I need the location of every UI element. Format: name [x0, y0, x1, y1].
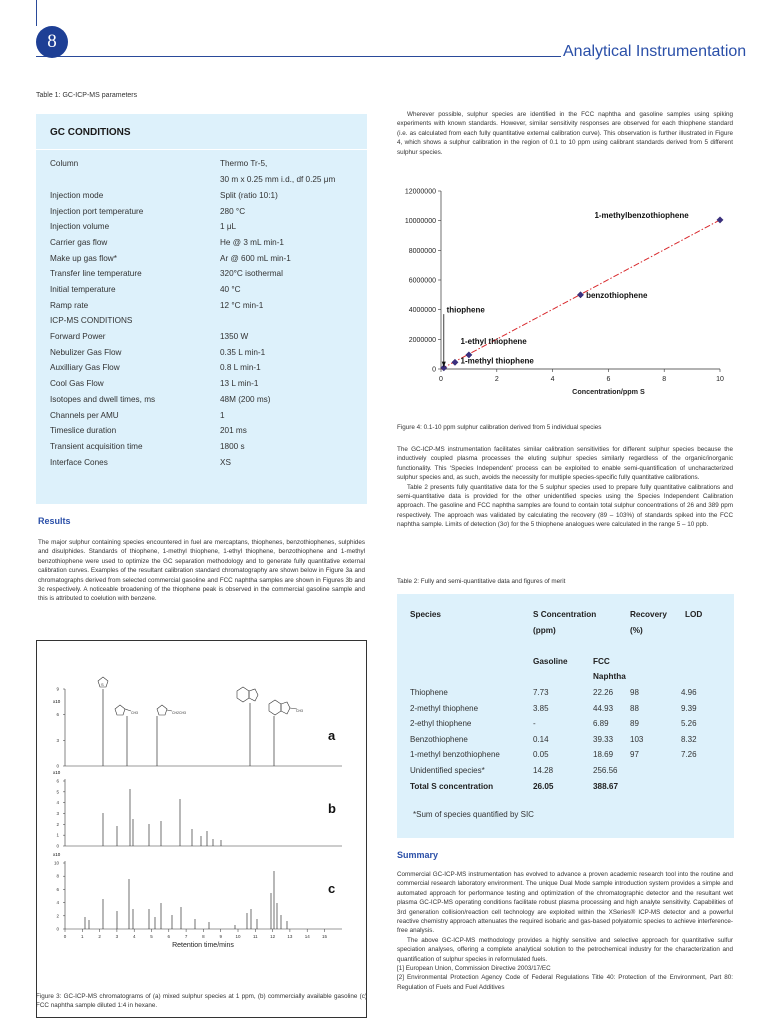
gc-row-label: Transfer line temperature: [50, 269, 142, 278]
f4-ytick-label: 0: [432, 366, 436, 374]
ytick-label: 3: [56, 737, 59, 743]
f4-xlabel: Concentration/ppm S: [572, 387, 645, 396]
body-paragraph-1: The GC-ICP-MS instrumentation facilitates similar calibration sensitivities for different sulphur species because the inductively coupled plasma processes the eluting sulphur species similarly regardless of the organic/inorganic functionality. This ‘Species Independent’ process can be exploited to enable semi-quantification of uncharacterized sulphur species and, as such, avoids the necessity for multiple species-specific fully quantitative calibrations.: [397, 446, 733, 482]
t2-cell-fcc: 256.56: [593, 766, 618, 775]
figure4-chart: [397, 178, 737, 406]
t2-cell-species: Total S concentration: [410, 782, 494, 791]
gc-row-label: Initial temperature: [50, 285, 116, 294]
xtick-label: 5: [150, 934, 153, 939]
t2-cell-lod: 9.39: [681, 704, 697, 713]
ytick-label: 5: [56, 789, 59, 795]
journal-title: Analytical Instrumentation: [563, 43, 747, 60]
t2-cell-gasoline: 0.14: [533, 735, 549, 744]
t2-cell-lod: 8.32: [681, 735, 697, 744]
f4-annotation: thiophene: [446, 305, 485, 315]
t2-header-recovery: Recovery: [630, 610, 667, 619]
intro-text: Wherever possible, sulphur species are identified in the FCC naphtha and gasoline samples using spiking experiments with known standards. However, similar sensitivity responses are observed for each thiophene standard (i.e. as calculated from each fully quantitative external calibration curve). This observation is further illustrated in Figure 4, which shows a sulphur calibration in the region of 0.1 to 10 ppm using calibrant standards derived from 5 different sulphur species.: [397, 111, 733, 156]
gc-row-value: 48M (200 ms): [220, 395, 271, 404]
gc-row-label: Column: [50, 159, 79, 168]
f4-annotation: 1-ethyl thiophene: [460, 336, 527, 346]
t2-cell-recovery: 88: [630, 704, 639, 713]
f4-xtick-label: 6: [606, 376, 611, 383]
ytick-label: 4: [56, 800, 59, 806]
gc-row-value: 320°C isothermal: [220, 269, 283, 278]
t2-cell-species: Unidentified species*: [410, 766, 485, 775]
table1-rule: [36, 149, 367, 150]
gc-row-label: Carrier gas flow: [50, 238, 108, 247]
gc-row-label: Forward Power: [50, 332, 106, 341]
body-paragraph-2: Table 2 presents fully quantitative data for the 5 sulphur species used to prepare fully quantitative calibrations and semi-quantitative data is provided for the other unidentified species using the Species Independent Calibration approach. The gasoline and FCC naphtha samples are found to contain total sulphur concentrations of 26 and 389 ppm respectively. The approach was validated by calculating the recovery (89 – 103%) of standards spiked into the FCC naphtha sample. Limits of detection (3σ) for the 5 thiophene analogues were calculated in the range 5 – 10 ppb.: [397, 483, 733, 529]
panel-b-yexp: x10: [53, 770, 61, 775]
t2-header-gasoline: Gasoline: [533, 657, 568, 666]
panel-b-peaks: [103, 789, 221, 846]
gc-row-value: 1350 W: [220, 332, 249, 341]
table1-caption: Table 1: GC-ICP-MS parameters: [36, 92, 138, 99]
panel-label-a: a: [328, 728, 336, 743]
xtick-label: 11: [252, 934, 258, 939]
results-heading: Results: [38, 516, 71, 526]
f4-xtick-label: 8: [662, 376, 667, 383]
ch3-label-1: CH3: [131, 711, 139, 715]
gc-row-label: Interface Cones: [50, 458, 108, 467]
t2-cell-recovery: 89: [630, 719, 639, 728]
f4-ytick-label: 12000000: [404, 188, 436, 196]
t2-cell-recovery: 97: [630, 750, 639, 759]
figure3-caption: Figure 3: GC-ICP-MS chromatograms of (a) mixed sulphur species at 1 ppm, (b) commercially available gasoline (c) FCC naphtha sample diluted 1:4 in hexane.: [36, 993, 367, 1010]
xtick-label: 7: [184, 934, 188, 939]
t2-cell-species: 1-methyl benzothiophene: [410, 750, 500, 759]
gc-row-label: Auxilliary Gas Flow: [50, 363, 120, 372]
gc-row-value: 280 °C: [220, 207, 246, 216]
gc-row-value: 1800 s: [220, 442, 245, 451]
gc-row-value: Thermo Tr-5,: [220, 159, 268, 168]
gc-row-label: Cool Gas Flow: [50, 379, 104, 388]
t2-header-pct: (%): [630, 626, 643, 635]
t2-cell-fcc: 44.93: [593, 704, 614, 713]
t2-cell-fcc: 6.89: [593, 719, 609, 728]
table2: [397, 594, 734, 838]
t2-cell-species: Benzothiophene: [410, 735, 468, 744]
svg-text:S: S: [101, 682, 104, 687]
t2-cell-gasoline: 7.73: [533, 688, 549, 697]
summary-paragraphs: [397, 870, 733, 992]
gc-row-value: Split (ratio 10:1): [220, 191, 278, 200]
figure3-chromatograms: [36, 640, 367, 1018]
gc-row-value: 13 L min-1: [220, 379, 259, 388]
table2-caption: Table 2: Fully and semi-quantitative data and figures of merit: [397, 578, 566, 585]
methylthiophene-structure-icon: [115, 705, 138, 715]
gc-row-value: 40 °C: [220, 285, 241, 294]
f4-xtick-label: 4: [550, 376, 555, 383]
results-text: The major sulphur containing species encountered in fuel are mercaptans, thiophenes, benzothiophenes, sulphides and disulphides. Standards of thiophene, 1-methyl thiophene, 1-ethyl thiophene, benzothiophene and 1-methyl benzothiophene were used to optimize the GC separation methodology and to generate fully quantitative external calibration curves. Examples of the resultant calibration standard chromatography are shown below in Figure 3a and chromatographs derived from selected commercial gasoline and FCC naphtha samples are shown in Figures 3b and 3c respectively. A noticeable broadening of the thiophene peak is observed in the commercial gasoline sample and this is attributed to coelution with benzene.: [38, 539, 365, 603]
f4-ytick-label: 8000000: [408, 247, 436, 255]
page-number: 8: [36, 26, 68, 58]
xtick-label: 0: [63, 934, 67, 939]
t2-footnote: *Sum of species quantified by SIC: [413, 810, 534, 819]
gc-row-label: Ramp rate: [50, 301, 89, 310]
t2-cell-recovery: 98: [630, 688, 639, 697]
ytick-label: 4: [56, 900, 59, 906]
f4-point: [717, 217, 723, 223]
ytick-label: 6: [56, 712, 59, 718]
t2-header-naphtha: Naphtha: [593, 672, 626, 681]
ytick-label: 6: [56, 886, 59, 892]
f4-xtick-label: 2: [494, 376, 499, 383]
t2-header-fcc: FCC: [593, 657, 610, 666]
t2-cell-recovery: 103: [630, 735, 644, 744]
reference-2: [2] Environmental Protection Agency Code of Federal Regulations Title 40: Protection of the Environment, Part 80: Regulation of Fuels and Fuel Additives: [397, 974, 733, 991]
ch3-label-2: CH3: [296, 709, 304, 713]
t2-header-sconc: S Concentration: [533, 610, 597, 619]
f4-point: [452, 359, 458, 365]
ytick-label: 6: [56, 778, 59, 784]
xtick-label: 3: [115, 934, 119, 939]
gc-row-value: 0.8 L min-1: [220, 363, 261, 372]
xtick-label: 6: [167, 934, 171, 939]
ytick-label: 9: [56, 686, 59, 692]
body-paragraphs: [397, 445, 733, 530]
panel-label-c: c: [328, 881, 336, 896]
gc-row-label: Channels per AMU: [50, 411, 119, 420]
t2-cell-species: Thiophene: [410, 688, 448, 697]
gc-row-value: He @ 3 mL min-1: [220, 238, 284, 247]
f4-point: [577, 292, 583, 298]
ytick-label: 8: [56, 873, 59, 879]
ytick-label: 3: [56, 811, 59, 816]
f4-xtick-label: 0: [439, 376, 443, 383]
panel-a-peaks: [103, 689, 274, 766]
t2-cell-fcc: 18.69: [593, 750, 614, 759]
xtick-label: 15: [321, 934, 328, 939]
t2-cell-species: 2-ethyl thiophene: [410, 719, 472, 728]
xtick-label: 10: [235, 934, 241, 939]
ytick-label: 1: [56, 832, 59, 838]
gc-row-value: 12 °C min-1: [220, 301, 264, 310]
gc-row-label: Injection volume: [50, 222, 110, 231]
f4-ytick-label: 10000000: [404, 218, 436, 226]
methylbenzothiophene-structure-icon: [269, 700, 303, 715]
gc-row-value: 30 m x 0.25 mm i.d., df 0.25 μm: [220, 175, 336, 184]
summary-paragraph-2: The above GC-ICP-MS methodology provides a highly sensitive and selective approach for quantitative sulfur speciation analyses, offering a complete analytical solution to the petrochemical industry for the characterization and quantification of sulphur species in reformulated fuels.: [397, 936, 733, 963]
thiophene-structure-icon: [98, 677, 108, 687]
reference-1: [1] European Union, Commission Directive 2003/17/EC: [397, 965, 551, 973]
t2-cell-fcc: 388.67: [593, 782, 619, 791]
xtick-label: 8: [202, 934, 205, 939]
xtick-label: 9: [219, 934, 222, 939]
summary-heading: Summary: [397, 850, 439, 860]
header-vertical-rule: [36, 0, 37, 26]
figure4-caption: Figure 4: 0.1-10 ppm sulphur calibration derived from 5 individual species: [397, 424, 602, 431]
gc-row-label: Injection mode: [50, 191, 104, 200]
figure3-xlabel: Retention time/mins: [172, 942, 234, 949]
gc-conditions-table: [36, 114, 367, 504]
f4-annotation: benzothiophene: [586, 290, 648, 300]
t2-cell-lod: 5.26: [681, 719, 697, 728]
gc-row-label: Make up gas flow*: [50, 254, 117, 263]
panel-c-peaks: [85, 871, 287, 929]
ytick-label: 2: [56, 913, 59, 919]
f4-annotation: 1-methylbenzothiophene: [594, 210, 689, 220]
gc-row-value: 201 ms: [220, 426, 247, 435]
t2-cell-species: 2-methyl thiophene: [410, 704, 479, 713]
t2-cell-gasoline: 14.28: [533, 766, 554, 775]
t2-cell-fcc: 39.33: [593, 735, 614, 744]
t2-header-lod: LOD: [685, 610, 703, 619]
ytick-label: 0: [56, 843, 59, 849]
gc-row-label: Nebulizer Gas Flow: [50, 348, 122, 357]
f4-annotation: 1-methyl thiophene: [460, 356, 534, 366]
panel-label-b: b: [328, 801, 336, 816]
ch2ch3-label: CH2CH3: [172, 711, 187, 715]
results-paragraph: [38, 538, 365, 604]
f4-xtick-label: 10: [716, 376, 724, 383]
t2-cell-gasoline: 26.05: [533, 782, 554, 791]
table1-title: GC CONDITIONS: [50, 127, 131, 138]
f4-ytick-label: 6000000: [408, 277, 436, 285]
f4-ytick-label: 4000000: [408, 307, 436, 315]
f4-ytick-label: 2000000: [408, 336, 436, 344]
t2-cell-gasoline: -: [533, 719, 536, 728]
xtick-label: 14: [304, 934, 310, 939]
t2-cell-gasoline: 0.05: [533, 750, 549, 759]
gc-row-label: Injection port temperature: [50, 207, 144, 216]
figure3-svg: [37, 641, 366, 1017]
t2-header-ppm: (ppm): [533, 626, 556, 635]
panel-c-yexp: x10: [53, 852, 61, 857]
t2-cell-lod: 7.26: [681, 750, 697, 759]
xtick-label: 12: [270, 934, 276, 939]
gc-row-value: Ar @ 600 mL min-1: [220, 254, 291, 263]
ytick-label: 0: [56, 763, 59, 769]
xtick-label: 1: [81, 934, 84, 939]
t2-header-species: Species: [410, 610, 441, 619]
t2-cell-lod: 4.96: [681, 688, 697, 697]
gc-row-value: 0.35 L min-1: [220, 348, 266, 357]
xtick-label: 2: [98, 934, 101, 939]
gc-row-label: Isotopes and dwell times, ms: [50, 395, 156, 404]
gc-row-value: 1 μL: [220, 222, 237, 231]
xtick-label: 13: [287, 934, 293, 939]
benzothiophene-structure-icon: [237, 687, 258, 702]
panel-a-yexp: x10: [53, 699, 61, 704]
t2-cell-gasoline: 3.85: [533, 704, 549, 713]
intro-paragraph: [397, 110, 733, 157]
gc-row-label: Transient acquisition time: [50, 442, 143, 451]
t2-cell-fcc: 22.26: [593, 688, 614, 697]
header-rule: [36, 56, 561, 57]
gc-row-value: 1: [220, 411, 225, 420]
ethylthiophene-structure-icon: [157, 705, 186, 715]
gc-row-value: XS: [220, 458, 231, 467]
gc-row-label: ICP-MS CONDITIONS: [50, 316, 133, 325]
ytick-label: 2: [56, 821, 59, 827]
ytick-label: 10: [53, 860, 59, 866]
gc-row-label: Timeslice duration: [50, 426, 117, 435]
summary-paragraph-1: Commercial GC-ICP-MS instrumentation has evolved to advance a proven academic research tool into the routine and commercial research laboratory environment. The unique Dual Mode sample introduction system provides a simple and automated approach for performance testing and optimization of the chromatographic detector and the resultant wet plasma GC-ICP-MS operating conditions facilitate robust plasma processing and high analyte sensitivity. Capabilities of 3rd generation collision/reaction cell technology are exploited within the XSeries® ICP-MS detector and a powerful reactive chemistry approach attenuates the required isobaric and gas-based polyatomic species to achieve interference-free analysis.: [397, 871, 733, 935]
ytick-label: 0: [56, 926, 59, 932]
xtick-label: 4: [132, 934, 136, 939]
